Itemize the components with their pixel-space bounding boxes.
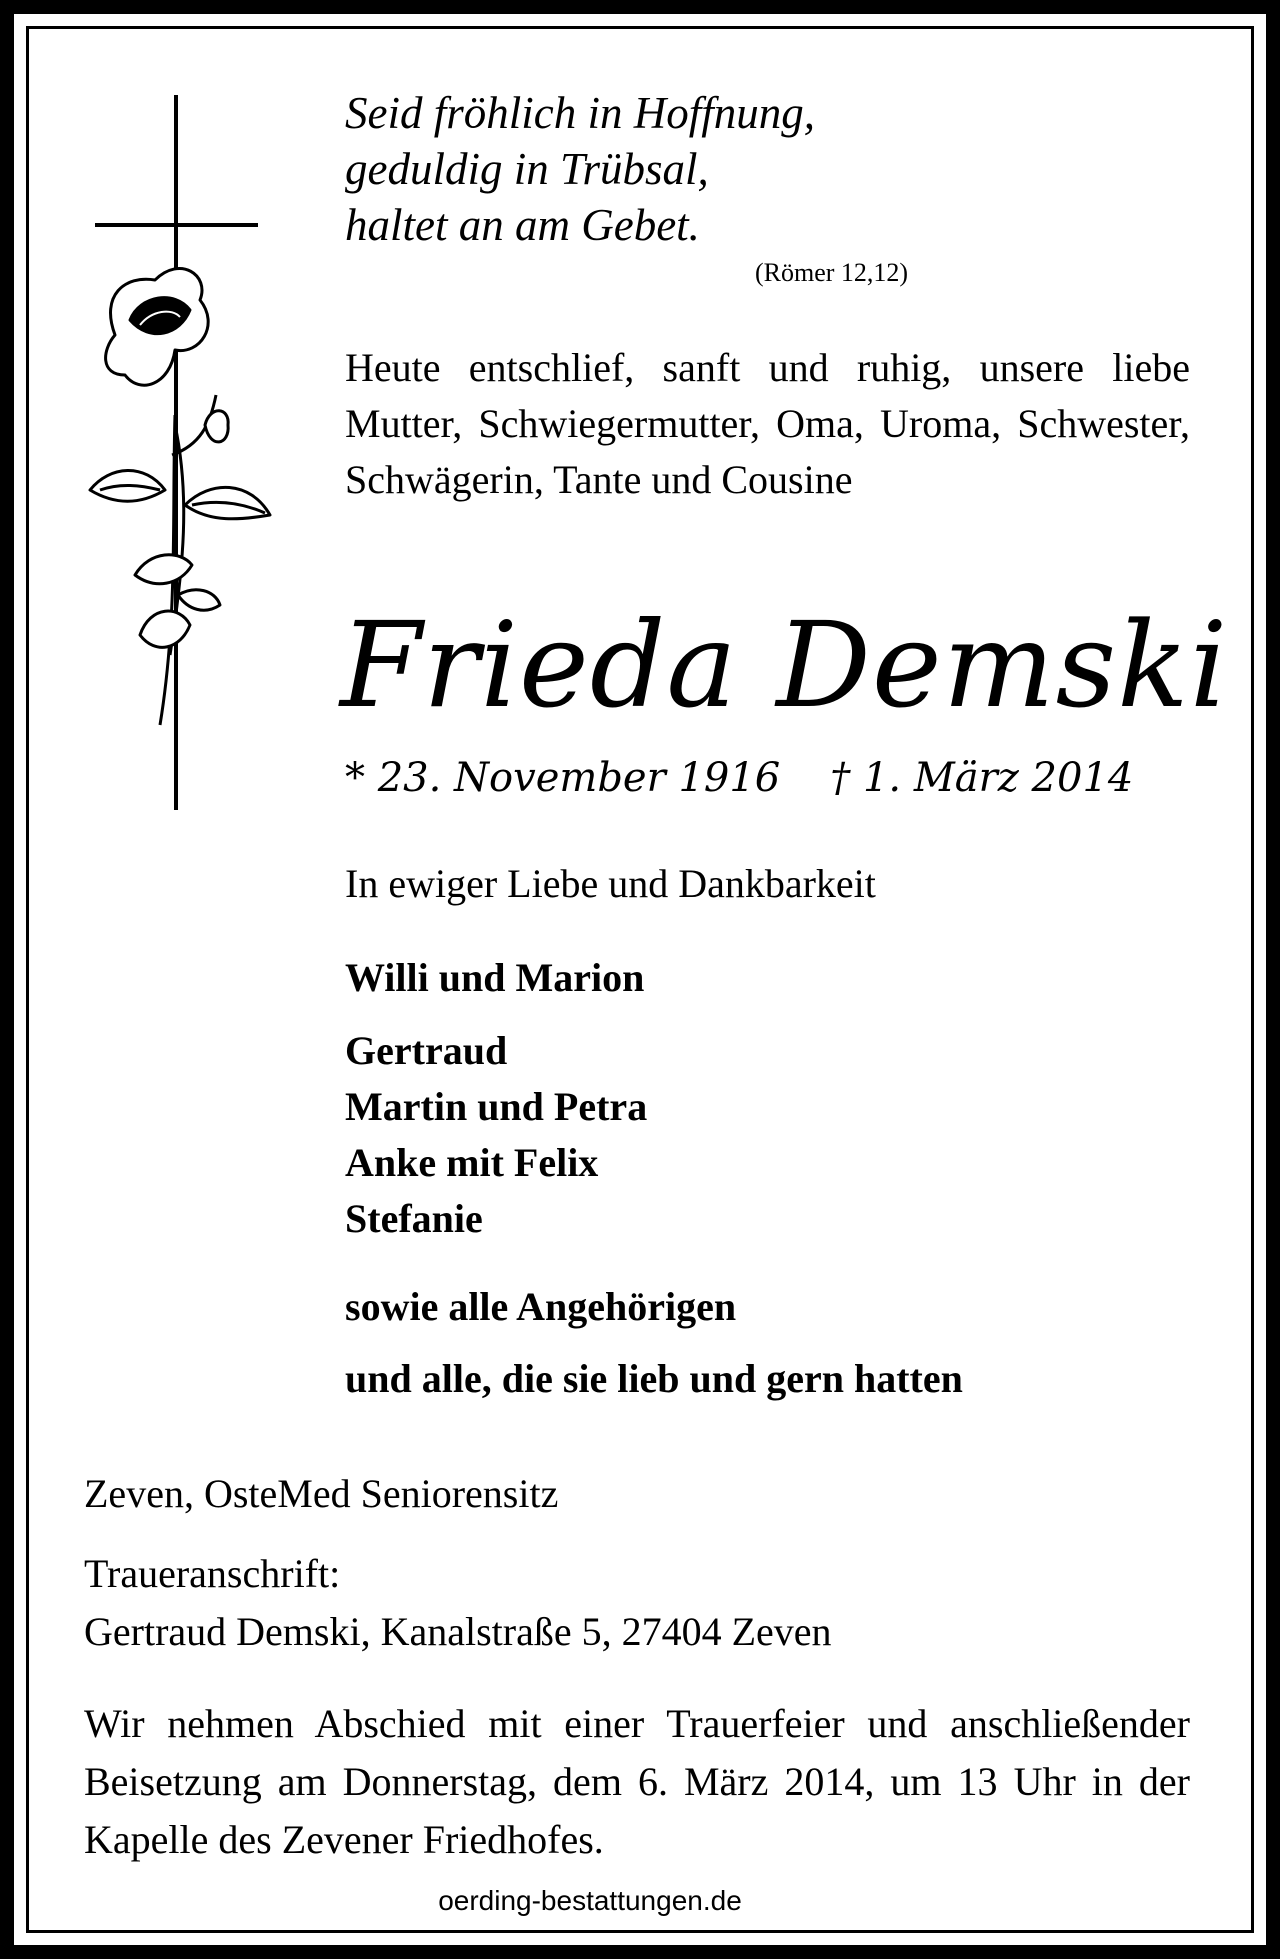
deceased-name: Frieda Demski (340, 596, 1229, 734)
mourner-group (345, 1271, 1190, 1415)
intro-text: Heute entschlief, sanft und ruhig, unsere liebe Mutter, Schwiegermutter, Oma, Uroma, Schwester, Schwägerin, Tante und Cousine (345, 345, 1190, 502)
mourner-name: Willi und Marion (345, 955, 645, 1000)
verse-source: (Römer 12,12) (755, 258, 909, 287)
verse-line: Seid fröhlich in Hoffnung, (345, 88, 815, 138)
mourner-name: sowie alle Angehörigen (345, 1284, 737, 1329)
place-of-death: Zeven, OsteMed Seniorensitz (84, 1471, 559, 1516)
death-date: † 1. März 2014 (830, 755, 1134, 801)
cross-and-rose-emblem (80, 95, 280, 815)
mourner-name: Gertraud (345, 1028, 508, 1073)
website-footer (0, 1885, 1280, 1917)
rose-icon (90, 269, 270, 725)
life-dates (345, 755, 1190, 801)
address-label: Traueranschrift: (84, 1551, 341, 1596)
mourners-list (345, 950, 1190, 1415)
verse-line: haltet an am Gebet. (345, 200, 700, 250)
mourner-name: Martin und Petra (345, 1084, 648, 1129)
birth-date: * 23. November 1916 (345, 755, 781, 801)
thanks-line: In ewiger Liebe und Dankbarkeit (345, 861, 876, 906)
mourner-group (345, 950, 1190, 1006)
mourner-group (345, 1023, 1190, 1247)
mourning-address (84, 1545, 832, 1661)
address-value: Gertraud Demski, Kanalstraße 5, 27404 Zeven (84, 1609, 832, 1654)
bible-verse (345, 85, 1190, 253)
website-link[interactable]: oerding-bestattungen.de (438, 1885, 742, 1916)
mourner-name: Anke mit Felix (345, 1140, 599, 1185)
mourner-name: und alle, die sie lieb und gern hatten (345, 1356, 963, 1401)
mourner-name: Stefanie (345, 1196, 483, 1241)
funeral-details: Wir nehmen Abschied mit einer Trauerfeier und anschließender Beisetzung am Donnerstag, dem 6. März 2014, um 13 Uhr in der Kapelle des Zevener Friedhofes. (84, 1701, 1190, 1862)
verse-line: geduldig in Trübsal, (345, 144, 709, 194)
